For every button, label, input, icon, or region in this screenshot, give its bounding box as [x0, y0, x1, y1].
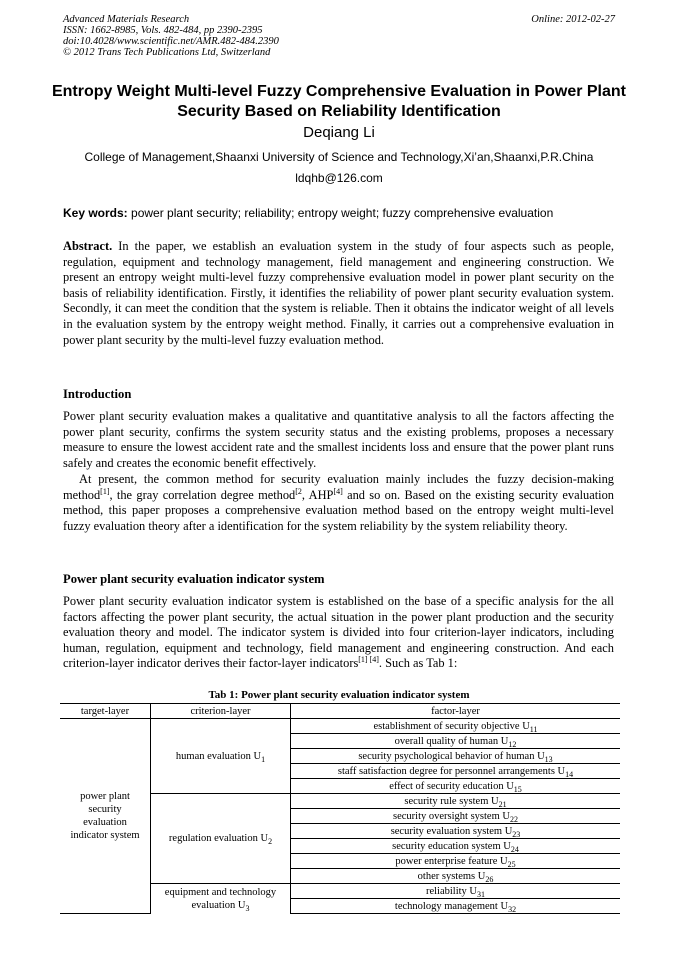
factor-layer-cell: overall quality of human $U_{12}$ [291, 734, 621, 749]
doi-line: doi:10.4028/www.scientific.net/AMR.482-484.2390 [63, 36, 279, 47]
citation-ref: [2 [295, 486, 302, 496]
criterion-layer-cell: equipment and technology evaluation $U_3$ [151, 884, 291, 914]
indicator-text: Power plant security evaluation indicator system is established on the base of a specific analysis for the all factors affecting the power plant security, the actual situation in the power plant production and the security evaluation theory and model. The indicator system is divided into four criterion-layer indicators, including human, regulation, equipment and technology, field management and engineering construction. And each criterion-layer indicator derives their factor-layer indicators [63, 594, 614, 671]
factor-layer-cell: technology management $U_{32}$ [291, 899, 621, 914]
keywords-label: Key words: [63, 206, 128, 220]
indicator-text-end: . Such as Tab 1: [378, 656, 458, 671]
abstract-label: Abstract. [63, 239, 113, 253]
factor-layer-cell: security oversight system $U_{22}$ [291, 809, 621, 824]
factor-layer-cell: security psychological behavior of human $U_{13}$ [291, 749, 621, 764]
table-header-cell: target-layer [60, 704, 151, 719]
citation-ref: [1] [100, 486, 110, 496]
table-caption: Tab 1: Power plant security evaluation indicator system [208, 689, 470, 701]
indicator-section-paragraph [63, 594, 614, 672]
factor-layer-cell: security rule system $U_{21}$ [291, 794, 621, 809]
abstract [63, 239, 614, 348]
table-header-cell: criterion-layer [151, 704, 291, 719]
author-name: Deqiang Li [303, 124, 375, 141]
intro-p2-text-b: , the gray correlation degree method [109, 487, 296, 502]
table-row [60, 719, 620, 734]
criterion-layer-cell: regulation evaluation $U_2$ [151, 794, 291, 884]
keywords [63, 206, 553, 220]
keywords-text: power plant security; reliability; entropy weight; fuzzy comprehensive evaluation [131, 206, 554, 220]
factor-layer-cell: effect of security education $U_{15}$ [291, 779, 621, 794]
intro-p2-text-d: and so on. Based on the existing security evaluation method, this paper proposes a comprehensive evaluation method based on the entropy weight multi-level fuzzy evaluation theory after a identification for the system reliability by the system reliability theory. [63, 487, 614, 533]
paper-title: Entropy Weight Multi-level Fuzzy Comprehensive Evaluation in Power Plant Security Based on Reliability Identification [51, 83, 626, 120]
table-header-row [60, 704, 620, 719]
criterion-layer-cell: human evaluation $U_1$ [151, 719, 291, 794]
citation-ref: [1] [4] [358, 655, 379, 665]
intro-p2-text-a: At present, the common method for security evaluation mainly includes the fuzzy decision-making method [63, 472, 614, 502]
journal-name: Advanced Materials Research [63, 14, 190, 25]
factor-layer-cell: reliability $U_{31}$ [291, 884, 621, 899]
citation-ref: [4] [333, 486, 343, 496]
factor-layer-cell: security evaluation system $U_{23}$ [291, 824, 621, 839]
journal-header [63, 14, 279, 58]
author-email: ldqhb@126.com [295, 171, 383, 185]
introduction-paragraph-2 [63, 472, 614, 534]
indicator-section-heading: Power plant security evaluation indicator system [63, 572, 325, 586]
factor-layer-cell: security education system $U_{24}$ [291, 839, 621, 854]
factor-layer-cell: staff satisfaction degree for personnel arrangements $U_{14}$ [291, 764, 621, 779]
affiliation: College of Management,Shaanxi University of Science and Technology,Xi’an,Shaanxi,P.R.China [84, 150, 594, 164]
issn-line: ISSN: 1662-8985, Vols. 482-484, pp 2390-2395 [63, 25, 263, 36]
abstract-text: In the paper, we establish an evaluation system in the study of four aspects such as people, regulation, equipment and technology management, field management and engineering construction. We present an entropy weight multi-level fuzzy comprehensive evaluation model in power plant security on the basis of reliability identification. Firstly, it identifies the reliability of power plant security evaluation system. Secondly, it can meet the condition that the system is reliable. Then it obtains the indicator weight of all levels in the evaluation system by the entropy weight method. Finally, it carries out a comprehensive evaluation in power plant security by the multi-level fuzzy evaluation method. [63, 239, 614, 347]
intro-p2-text-c: , AHP [301, 487, 334, 502]
online-date: Online: 2012-02-27 [531, 14, 615, 25]
table-header-cell: factor-layer [291, 704, 621, 719]
indicator-table [60, 703, 620, 914]
copyright-line: © 2012 Trans Tech Publications Ltd, Switzerland [63, 47, 271, 58]
target-layer-cell: power plant security evaluation indicator system [60, 719, 151, 914]
factor-layer-cell: power enterprise feature $U_{25}$ [291, 854, 621, 869]
introduction-heading: Introduction [63, 387, 132, 401]
introduction-paragraph-1: Power plant security evaluation makes a qualitative and quantitative analysis to all the factors affecting the power plant security, confirms the system security status and the existing problems, proposes a necessary measure to ensure the lowest accident rate and the smallest incidents loss and ensure that the power plant runs safely and creates the economic benefit effectively. [63, 409, 614, 470]
factor-layer-cell: other systems $U_{26}$ [291, 869, 621, 884]
factor-layer-cell: establishment of security objective $U_{11}$ [291, 719, 621, 734]
